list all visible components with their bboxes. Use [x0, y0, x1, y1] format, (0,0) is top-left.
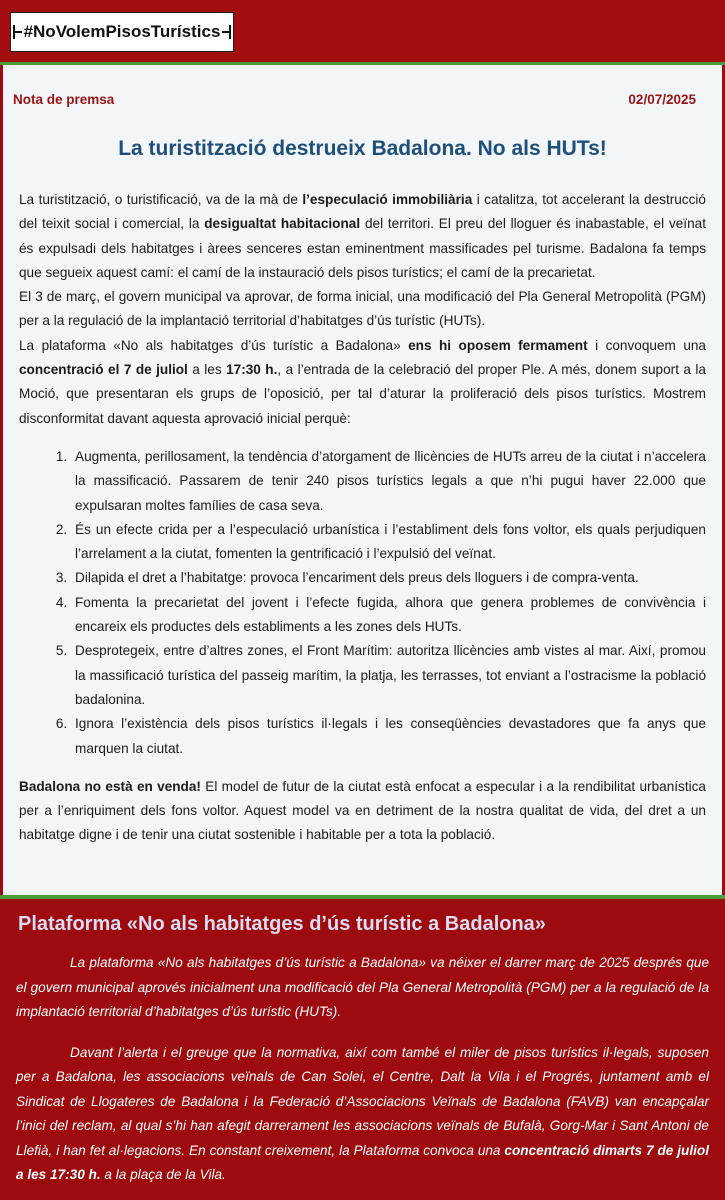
list-item: 3. Dilapida el dret a l’habitatge: provoca l’encariment dels preus dels lloguers i de compra-venta. [71, 566, 706, 590]
reasons-list [19, 445, 706, 761]
page-title: La turistització destrueix Badalona. No als HUTs! [118, 137, 607, 160]
text-span: i catalitza, tot accelerant la destrucció del teixit social i comercial, la [19, 192, 706, 232]
bold-span: 17:30 h. [226, 362, 278, 378]
list-item: 2. És un efecte crida per a l’especulació urbanística i l’establiment dels fons voltor, els quals perjudiquen l’arrelament a la ciutat, fomenten la gentrificació i l’expulsió del veïnat. [71, 518, 706, 567]
footer-paragraph-associations [16, 1041, 709, 1188]
press-release-label: Nota de premsa [13, 92, 115, 107]
press-release-date: 02/07/2025 [628, 92, 696, 107]
paragraph-intro [19, 188, 706, 285]
bold-span: Badalona no està en venda! [19, 778, 201, 794]
list-item: 5. Desprotegeix, entre d’altres zones, el Front Marítim: autoritza llicències amb vistes al mar. Així, promou la massificació turística del passeig marítim, la platja, les terrasses, tot enviant a l’ostracisme la població badalonina. [71, 639, 706, 712]
hashtag-badge [10, 12, 234, 52]
text-span: , a l’entrada de la celebració del proper Ple. A més, donem suport a la Moció, que presentaran els grups de l’oposició, per tal d’aturar la proliferació dels pisos turístics. Mostrem disconformitat davant aquesta aprovació inicial perquè: [19, 362, 706, 426]
text-span: La plataforma «No als habitatges d’ús turístic a Badalona» [19, 337, 409, 353]
text-span: del territori. El preu del lloguer és inabastable, el veïnat és expulsadi dels habitatges i àrees senceres estan eminentment massificades pel turisme. Badalona fa temps que segueix aquest camí: el camí de la instauració dels pisos turístics; el camí de la precarietat. [19, 216, 706, 280]
footer-text [16, 951, 709, 1188]
article-text [19, 188, 706, 848]
text-span: i convoquem una [587, 337, 706, 353]
press-release-body [0, 65, 725, 895]
bold-span: concentració dimarts 7 de juliol a les 17:30 h. [16, 1142, 709, 1182]
list-item: 4. Fomenta la precarietat del jovent i l’efecte fugida, alhora que genera problemes de convivència i encareix els productes dels establiments a les zones dels HUTs. [71, 591, 706, 640]
bracket-left-icon [13, 31, 22, 33]
bracket-right-icon [222, 31, 231, 33]
bold-span: ens hi oposem fermament [408, 337, 588, 353]
header-bar [0, 0, 725, 65]
footer-paragraph-origin: La plataforma «No als habitatges d’ús turístic a Badalona» va néixer el darrer març de 2025 després que el govern municipal aprovés inicialment una modificació del Pla General Metropolità (PGM) per a la regulació de la implantació territorial d’habitatges d’ús turístic (HUTs). [16, 955, 709, 1019]
bold-span: l’especulació immobiliària [302, 192, 473, 207]
hashtag-text: #NoVolemPisosTurístics [23, 22, 221, 41]
text-span: La turistització, o turistificació, va de la mà de [19, 192, 303, 207]
paragraph-closing [19, 775, 706, 848]
bold-span: concentració el 7 de juliol [19, 362, 188, 378]
list-item: 6. Ignora l’existència dels pisos turístics il·legals i les conseqüències devastadores que fa anys que marquen la ciutat. [71, 712, 706, 761]
meta-row [13, 92, 696, 107]
footer-title: Plataforma «No als habitatges d’ús turístic a Badalona» [18, 913, 546, 935]
text-span: a la plaça de la Vila. [100, 1167, 226, 1182]
paragraph-approval: El 3 de març, el govern municipal va aprovar, de forma inicial, una modificació del Pla General Metropolità (PGM) per a la regulació de la implantació territorial d’habitatges d’ús turístic (HUTs). [19, 289, 706, 329]
text-span: El model de futur de la ciutat està enfocat a especular i a la rendibilitat urbanística per a l’enriquiment dels fons voltor. Aquest model va en detriment de la nostra qualitat de vida, del dret a un habitatge digne i de tenir una ciutat sostenible i habitable per a tota la població. [19, 778, 706, 843]
bold-span: desigualtat habitacional [204, 216, 361, 232]
text-span: a les [187, 362, 227, 378]
paragraph-platform [19, 334, 706, 431]
platform-footer [0, 895, 725, 1200]
text-span: Davant l’alerta i el greuge que la normativa, així com també el miler de pisos turístics il·legals, suposen per a Badalona, les associacions veïnals de Can Solei, el Centre, Dalt la Vila i el Progrés, juntament amb el Sindicat de Llogateres de Badalona i la Federació d’Associacions Veïnals de Badalona (FAVB) van encapçalar l’inici del reclam, al qual s’hi han afegit darrerament les associacions veïnals de Bufalà, Gorg-Mar i Sant Antoni de Llefià, i han fet al·legacions. En constant creixement, la Plataforma convoca una [16, 1044, 709, 1158]
list-item: 1. Augmenta, perillosament, la tendència d’atorgament de llicències de HUTs arreu de la ciutat i n’accelera la massificació. Passarem de tenir 240 pisos turístics legals a que n’hi pugui haver 22.000 que expulsaran moltes famílies de casa seva. [71, 445, 706, 518]
